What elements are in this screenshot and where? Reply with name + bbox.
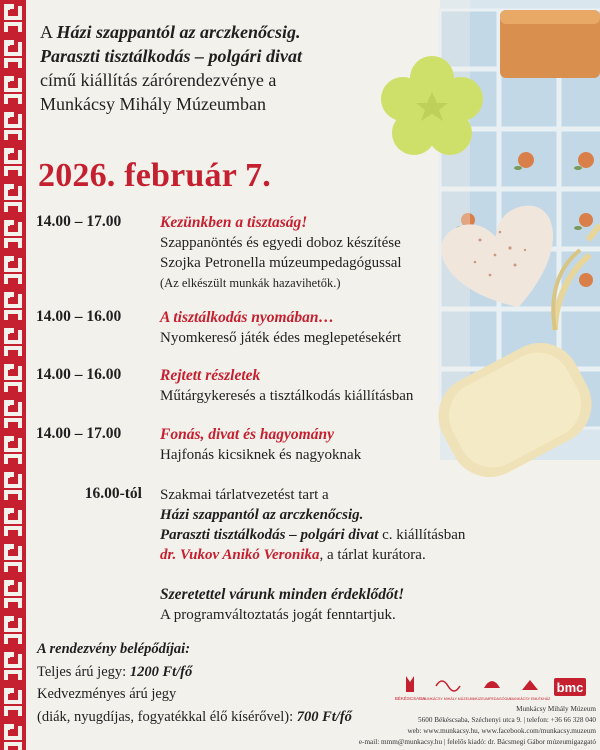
guided-time: 16.00-tól <box>84 485 142 502</box>
program-time: 14.00 – 17.00 <box>36 213 122 230</box>
welcome-block <box>160 585 580 625</box>
program-line: Szojka Petronella múzeumpedagógussal <box>160 255 402 271</box>
footer-email: e-mail: mmm@munkacsy.hu | felelős kiadó: dr. Bácsmegi Gábor múzeumigazgató <box>358 738 596 746</box>
svg-text:MUNKÁCSY MIHÁLY MÚZEUM: MUNKÁCSY MIHÁLY MÚZEUM <box>422 697 474 701</box>
welcome-line: Szeretettel várunk minden érdeklődőt! <box>160 586 405 603</box>
footer-contact <box>340 704 596 748</box>
svg-text:MÚZEUMPEDAGÓGIA: MÚZEUMPEDAGÓGIA <box>473 697 511 701</box>
intro-line-3: című kiállítás zárórendezvénye a <box>40 70 277 90</box>
program-line: Műtárgykeresés a tisztálkodás kiállításban <box>160 388 414 404</box>
footer-web: web: www.munkacsy.hu, www.facebook.com/munkacsy.muzeum <box>407 727 596 735</box>
bmc-logo <box>554 678 586 696</box>
program-title: Kezünkben a tisztaság! <box>160 214 308 231</box>
svg-text:bmc: bmc <box>556 680 584 695</box>
munkacsy-museum-logo <box>422 681 473 701</box>
memorial-house-logo <box>510 680 551 701</box>
partner-logos <box>394 672 598 706</box>
bekescsaba-logo <box>395 676 425 701</box>
program-line: Nyomkereső játék édes meglepetésekért <box>160 330 402 346</box>
guided-line-1: Szakmai tárlatvezetést tart a <box>160 487 329 503</box>
footer-museum: Munkácsy Mihály Múzeum <box>516 705 596 713</box>
program-line: Szappanöntés és egyedi doboz készítése <box>160 235 401 251</box>
svg-text:MUNKÁCSY EMLÉKHÁZ: MUNKÁCSY EMLÉKHÁZ <box>509 697 551 701</box>
event-date: 2026. február 7. <box>38 157 271 194</box>
reduced-label: Kedvezményes árú jegy <box>37 686 177 702</box>
intro-line-4: Munkácsy Mihály Múzeumban <box>40 94 266 114</box>
full-price-line: Teljes árú jegy: 1200 Ft/fő <box>37 663 193 680</box>
intro-line-2: Paraszti tisztálkodás – polgári divat <box>40 46 303 66</box>
museum-pedagogy-logo <box>473 681 511 701</box>
program-title: A tisztálkodás nyomában… <box>160 309 334 326</box>
program-title: Fonás, divat és hagyomány <box>160 426 334 443</box>
guided-line-3: Paraszti tisztálkodás – polgári divat c. kiállításban <box>160 527 466 543</box>
program-title: Rejtett részletek <box>160 367 261 384</box>
program-note: (Az elkészült munkák hazavihetők.) <box>160 276 341 290</box>
program-time: 14.00 – 16.00 <box>36 308 122 325</box>
disclaimer: A programváltoztatás jogát fenntartjuk. <box>160 607 396 623</box>
program-time: 14.00 – 17.00 <box>36 425 122 442</box>
guided-curator: dr. Vukov Anikó Veronika, a tárlat kurátora. <box>160 547 426 563</box>
footer-address: 5600 Békéscsaba, Széchenyi utca 9. | telefon: +36 66 328 040 <box>418 716 596 724</box>
svg-text:BÉKÉSCSABA: BÉKÉSCSABA <box>394 696 426 701</box>
folk-border <box>0 0 26 750</box>
reduced-price-line: (diák, nyugdíjas, fogyatékkal élő kísérővel): 700 Ft/fő <box>37 708 352 725</box>
intro-block <box>40 20 380 116</box>
entry-heading: A rendezvény belépődíjai: <box>37 641 191 657</box>
intro-line-1: A Házi szappantól az arczkenőcsig. <box>40 22 301 42</box>
guided-line-2: Házi szappantól az arczkenőcsig. <box>160 507 364 523</box>
program-line: Hajfonás kicsiknek és nagyoknak <box>160 447 362 463</box>
program-time: 14.00 – 16.00 <box>36 366 122 383</box>
